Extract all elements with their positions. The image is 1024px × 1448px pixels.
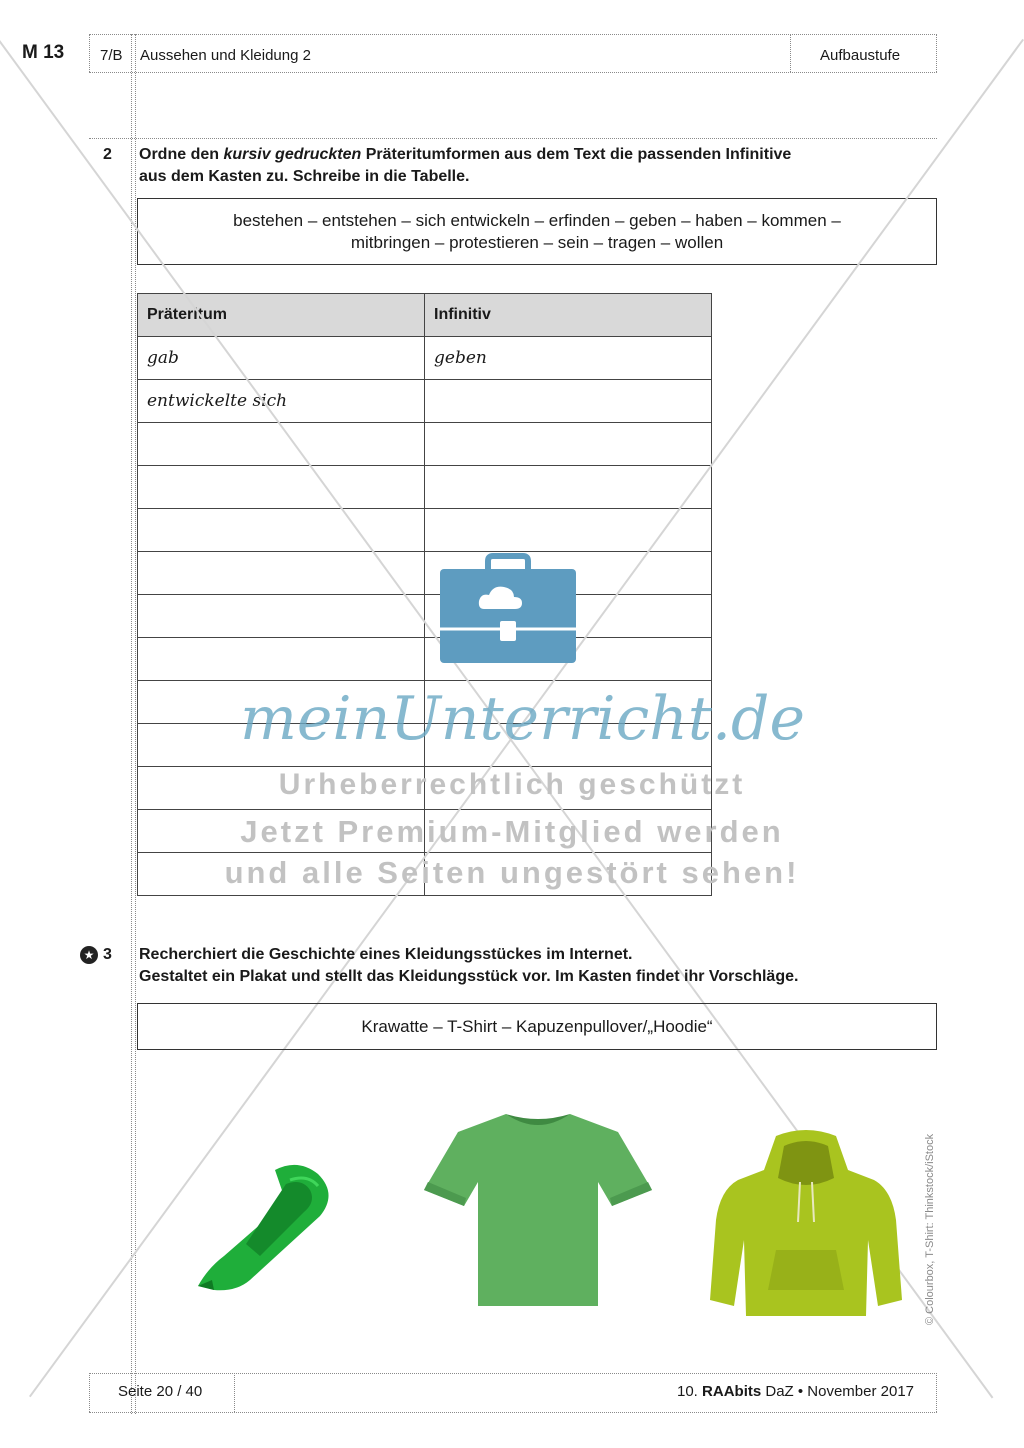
hoodie-image — [706, 1130, 906, 1320]
word-box-line: bestehen – entstehen – sich entwickeln – erfinden – geben – haben – kommen – — [233, 211, 841, 230]
preterite-cell: entwickelte sich — [138, 380, 425, 423]
preterite-cell — [138, 509, 425, 552]
instruction-italic: kursiv gedruckten — [223, 146, 362, 163]
watermark-line: Urheberrechtlich geschützt — [278, 768, 746, 801]
t-shirt-image — [420, 1110, 656, 1310]
footer-right-edge — [936, 1373, 937, 1412]
watermark-line: und alle Seiten ungestört sehen! — [224, 855, 800, 890]
task-number: 2 — [103, 146, 112, 163]
footer-divider — [234, 1373, 235, 1412]
image-credit: © Colourbox, T-Shirt: Thinkstock/iStock — [924, 1133, 936, 1325]
table-row — [138, 337, 712, 380]
table-row — [138, 380, 712, 423]
header-divider — [89, 34, 90, 72]
suggestion-box — [137, 1003, 937, 1050]
watermark-line: Jetzt Premium-Mitglied werden — [240, 814, 784, 849]
task-number: 3 — [103, 946, 112, 963]
tie-image — [190, 1160, 370, 1295]
issue-info — [677, 1383, 914, 1400]
sheet-id: M 13 — [22, 42, 65, 63]
infinitive-cell — [425, 380, 712, 423]
instruction-line1: Recherchiert die Geschichte eines Kleidungsstückes im Internet. — [139, 946, 633, 963]
header-divider — [790, 34, 791, 72]
preterite-cell — [138, 552, 425, 595]
left-margin-line — [131, 34, 132, 1414]
preterite-cell — [138, 466, 425, 509]
header-right-edge — [936, 34, 937, 72]
infinitive-cell: geben — [425, 337, 712, 380]
header-bottom-line — [89, 72, 937, 73]
level-label: Aufbaustufe — [820, 47, 901, 64]
instruction-prefix: Ordne den — [139, 146, 224, 163]
page-number: Seite 20 / 40 — [118, 1383, 203, 1400]
word-box-line: mitbringen – protestieren – sein – tragen – wollen — [350, 233, 724, 252]
section-line — [89, 138, 937, 139]
infinitive-cell — [425, 423, 712, 466]
instruction-line2: Gestaltet ein Plakat und stellt das Kleidungsstück vor. Im Kasten findet ihr Vorschläge. — [139, 968, 799, 985]
preterite-cell — [138, 595, 425, 638]
table-row — [138, 638, 712, 681]
column-header: Infinitiv — [425, 294, 712, 337]
preterite-cell: gab — [138, 337, 425, 380]
issue-suffix: DaZ • November 2017 — [761, 1383, 915, 1400]
table-header-row — [138, 294, 712, 337]
table-row — [138, 466, 712, 509]
table-row — [138, 509, 712, 552]
word-box — [137, 198, 937, 265]
watermark-brand: meinUnterricht.de — [240, 684, 805, 754]
table-row — [138, 595, 712, 638]
briefcase-icon — [438, 553, 578, 665]
preterite-cell — [138, 638, 425, 681]
table-row — [138, 552, 712, 595]
page-title: Aussehen und Kleidung 2 — [140, 47, 311, 64]
conjugation-table — [137, 293, 712, 896]
task-instruction — [139, 144, 939, 188]
instruction-line2: aus dem Kasten zu. Schreibe in die Tabelle. — [139, 168, 470, 185]
footer-top-line — [89, 1373, 937, 1374]
footer-bottom-line — [89, 1412, 937, 1413]
publisher-name: RAAbits — [702, 1383, 762, 1400]
class-code: 7/B — [100, 47, 123, 64]
suggestion-text: Krawatte – T-Shirt – Kapuzenpullover/„Hoodie“ — [361, 1017, 713, 1036]
star-icon: ★ — [80, 946, 98, 964]
footer-divider — [89, 1373, 90, 1412]
header-top-line — [89, 34, 937, 35]
left-margin-line-2 — [135, 34, 136, 1414]
task-instruction — [139, 944, 939, 988]
instruction-rest: Präteritumformen aus dem Text die passenden Infinitive — [361, 146, 792, 163]
column-header: Präteritum — [138, 294, 425, 337]
infinitive-cell — [425, 509, 712, 552]
issue-prefix: 10. — [677, 1383, 703, 1400]
table-row — [138, 423, 712, 466]
preterite-cell — [138, 423, 425, 466]
infinitive-cell — [425, 466, 712, 509]
